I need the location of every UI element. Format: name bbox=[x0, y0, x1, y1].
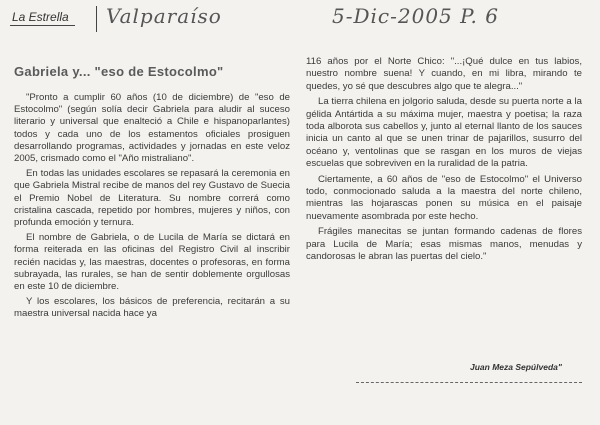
paragraph: Ciertamente, a 60 años de "eso de Estocolmo" el Universo todo, conmocionado saluda a la maestra del norte chileno, mientras las hojarascas ponen su música en el paisaje nuevamente asombrada por este hecho. bbox=[306, 173, 582, 222]
newspaper-name: La Estrella bbox=[10, 10, 75, 26]
handwritten-city: Valparaíso bbox=[106, 4, 222, 28]
signature-rule bbox=[356, 382, 582, 383]
author-signature: Juan Meza Sepúlveda" bbox=[470, 362, 562, 372]
paragraph: "Pronto a cumplir 60 años (10 de diciembre) de "eso de Estocolmo" (según solía decir Gabriela para aludir al suceso literario y universal que enalteció a Chile e hispanoparlantes) todos y cada uno de los estamentos oficiales prosiguen desarrollando programas, actividades y jornadas en este veloz 2005, crismado como el "Año mistraliano". bbox=[14, 92, 290, 165]
masthead-divider bbox=[96, 6, 97, 32]
paragraph: El nombre de Gabriela, o de Lucila de María se dictará en forma reiterada en las oficinas del Registro Civil al inscribir recién nacidas y, las maestras, docentes o profesoras, en forma subrayada, las rurales, se han de sentir doblemente orgullosas en este 10 de diciembre. bbox=[14, 232, 290, 293]
handwritten-date: 5-Dic-2005 P. 6 bbox=[332, 4, 499, 28]
paragraph: Y los escolares, los básicos de preferencia, recitarán a su maestra universal nacida hace ya bbox=[14, 296, 290, 320]
masthead bbox=[6, 4, 594, 34]
article-right-column bbox=[306, 56, 582, 267]
paragraph: 116 años por el Norte Chico: "...¡Qué dulce en tus labios, nuestro nombre suena! Y cuando, en mi libra, mirando te quedes, yo sé que descubres algo que te alegra..." bbox=[306, 56, 582, 92]
paragraph: En todas las unidades escolares se repasará la ceremonia en que Gabriela Mistral recibe de manos del rey Gustavo de Suecia el Premio Nobel de Literatura. Su nombre correrá como cristalina cascada, repetido por hombres, mujeres y niños, con profunda emoción y ternura. bbox=[14, 168, 290, 229]
article-title: Gabriela y... "eso de Estocolmo" bbox=[14, 64, 224, 79]
paragraph: Frágiles manecitas se juntan formando cadenas de flores para Lucila de María; esas mismas manos, menudas y candorosas le abran las puertas del cielo." bbox=[306, 226, 582, 263]
paragraph: La tierra chilena en jolgorio saluda, desde su puerta norte a la gélida Antártida a su máxima mujer, maestra y poetisa; la raza toda alborota sus cabellos y, junto al eternal llanto de los sauces inicia un canto al que se unen trinar de pajarillos, susurro del océano y, ventolinas que se rasgan en los muros de viejas escuelas que sobreviven en la ruralidad de la patria. bbox=[306, 96, 582, 170]
article-left-column bbox=[14, 92, 290, 324]
